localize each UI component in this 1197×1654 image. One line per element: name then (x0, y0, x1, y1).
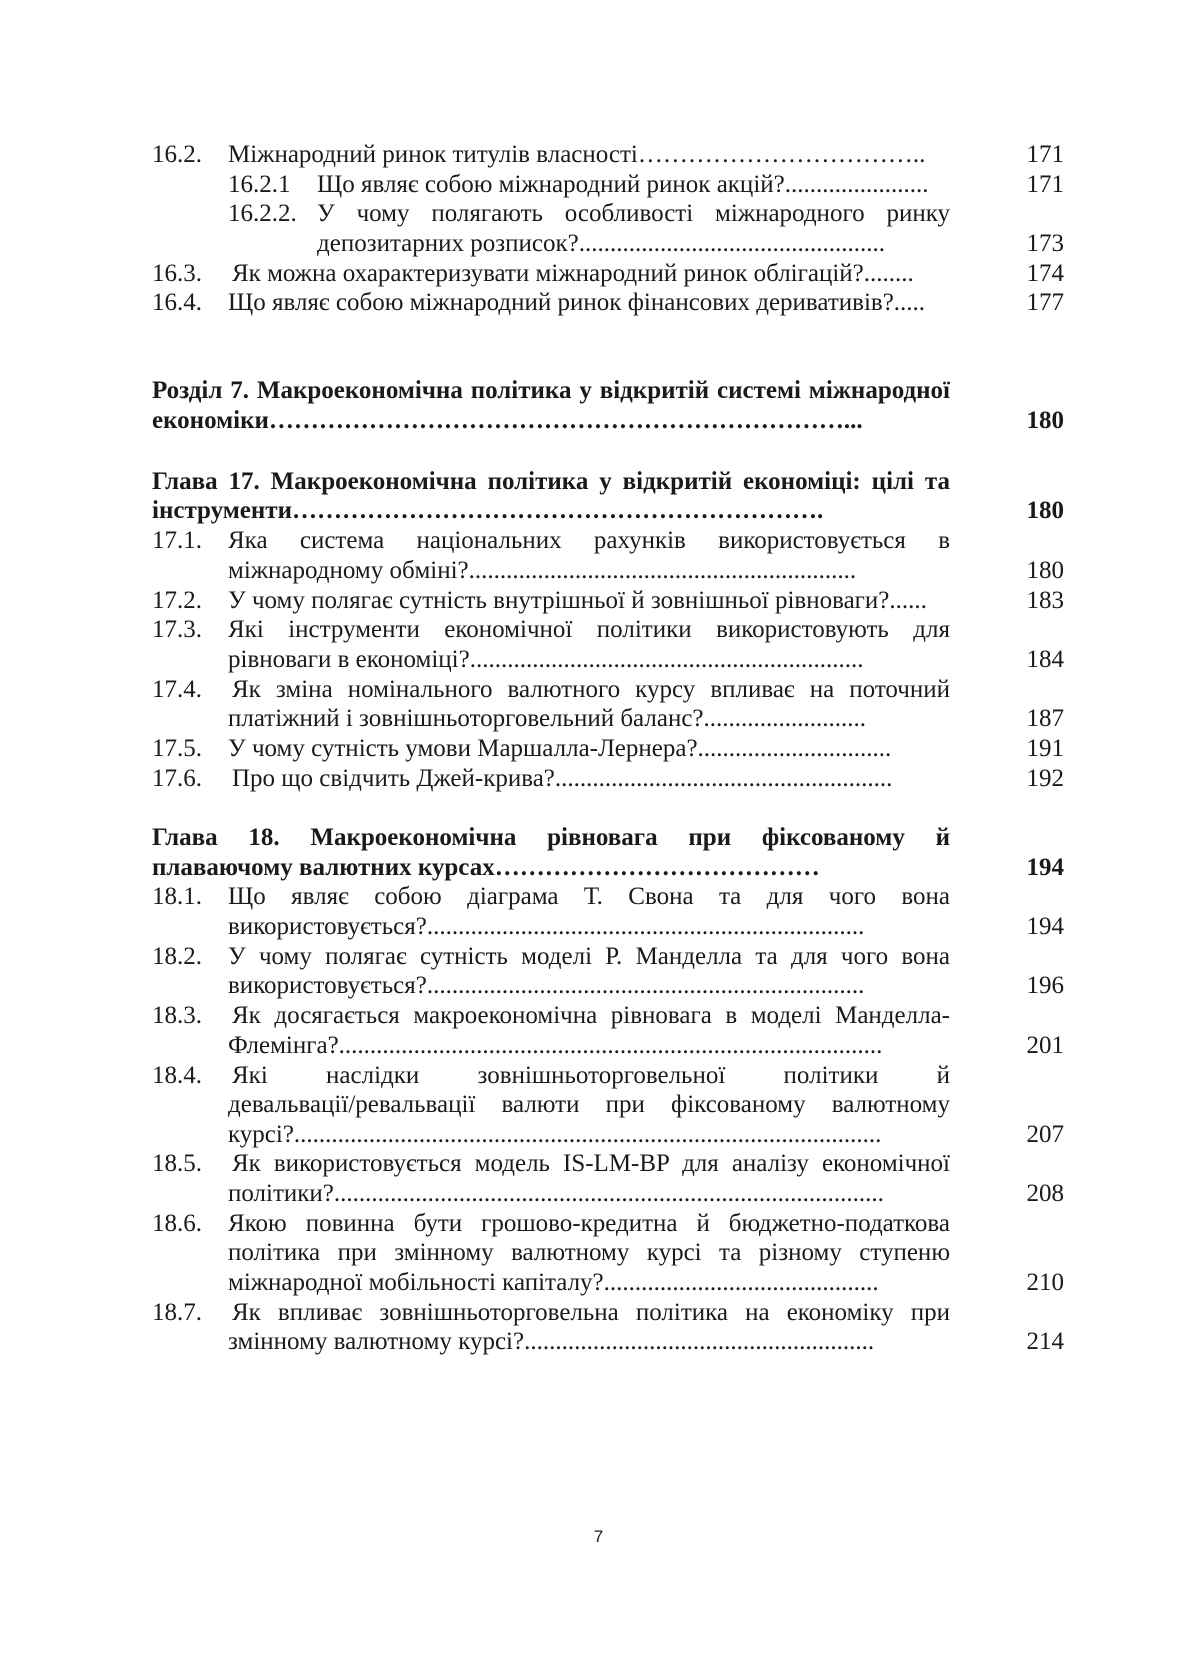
entry-number: 17.3. (152, 616, 202, 643)
entry-title-line2: рівноваги в економіці?............................................................... (228, 646, 864, 673)
entry-title-line2: девальвації/ревальвації валюти при фіксованому валютному (228, 1091, 950, 1118)
entry-title: Міжнародний ринок титулів власності…………………………….. (228, 141, 926, 168)
chapter-page: 180 (1026, 497, 1064, 524)
entry-number: 16.2. (152, 141, 202, 168)
entry-title-line1: Які інструменти економічної політики використовують для (228, 616, 950, 643)
entry-page: 191 (1026, 735, 1064, 762)
entry-title-line2: змінному валютному курсі?........................................................ (228, 1328, 875, 1355)
entry-number: 18.7. (152, 1299, 202, 1326)
entry-title-line2: використовується?...................................................................... (228, 913, 865, 940)
entry-page: 171 (1026, 141, 1064, 168)
entry-title-line1: Як досягається макроекономічна рівновага в моделі Манделла- (232, 1002, 950, 1029)
entry-page: 208 (1026, 1180, 1064, 1207)
entry-page: 192 (1026, 765, 1064, 792)
entry-title-line3: курсі?.............................................................................................. (228, 1121, 882, 1148)
entry-title: Про що свідчить Джей-крива?...................................................... (232, 765, 893, 792)
entry-title-line2: політики?........................................................................................ (228, 1180, 884, 1207)
entry-number: 17.1. (152, 527, 202, 554)
entry-page: 183 (1026, 587, 1064, 614)
section-title-line2: економіки……………………………………………………………... (152, 407, 863, 434)
entry-page: 194 (1026, 913, 1064, 940)
chapter-title-line1: Глава 17. Макроекономічна політика у відкритій економіці: цілі та (152, 468, 950, 495)
entry-title: Як можна охарактеризувати міжнародний ринок облігацій?........ (232, 260, 914, 287)
entry-title-line1: Як використовується модель IS-LM-BP для аналізу економічної (232, 1150, 950, 1177)
chapter-title-line2: плаваючому валютних курсах………………………………… (152, 854, 820, 881)
entry-title-line1: У чому полягає сутність моделі Р. Манделла та для чого вона (228, 943, 950, 970)
entry-number: 16.4. (152, 289, 202, 316)
entry-page: 180 (1026, 557, 1064, 584)
entry-title-line2: використовується?...................................................................... (228, 972, 865, 999)
entry-title-line1: Які наслідки зовнішньоторговельної політики й (232, 1062, 950, 1089)
entry-number: 17.5. (152, 735, 202, 762)
entry-title-line1: Що являє собою діаграма Т. Свона та для чого вона (228, 883, 950, 910)
entry-title-line2: депозитарних розписок?................................................. (317, 230, 886, 257)
entry-page: 214 (1026, 1328, 1064, 1355)
entry-title: У чому полягає сутність внутрішньої й зовнішньої рівноваги?...... (228, 587, 927, 614)
entry-page: 187 (1026, 705, 1064, 732)
entry-number: 18.2. (152, 943, 202, 970)
entry-title-line1: Якою повинна бути грошово-кредитна й бюджетно-податкова (228, 1210, 950, 1237)
entry-title: Що являє собою міжнародний ринок акцій?....................... (317, 171, 929, 198)
entry-title-line1: У чому полягають особливості міжнародного ринку (317, 200, 950, 227)
entry-page: 196 (1026, 972, 1064, 999)
entry-page: 174 (1026, 260, 1064, 287)
entry-number: 18.1. (152, 883, 202, 910)
chapter-title-line2: інструменти………………………………………………………. (152, 497, 824, 524)
entry-number: 18.6. (152, 1210, 202, 1237)
chapter-title-line1: Глава 18. Макроекономічна рівновага при фіксованому й (152, 824, 950, 851)
section-title-line1: Розділ 7. Макроекономічна політика у відкритій системі міжнародної (152, 377, 950, 404)
entry-number: 18.4. (152, 1062, 202, 1089)
entry-page: 184 (1026, 646, 1064, 673)
section-page: 180 (1026, 407, 1064, 434)
entry-title-line1: Як впливає зовнішньоторговельна політика на економіку при (232, 1299, 950, 1326)
entry-number: 17.4. (152, 676, 202, 703)
entry-page: 210 (1026, 1269, 1064, 1296)
page-number: 7 (593, 1527, 604, 1546)
entry-title: У чому сутність умови Маршалла-Лернера?............................... (228, 735, 892, 762)
entry-number: 18.5. (152, 1150, 202, 1177)
entry-number: 18.3. (152, 1002, 202, 1029)
entry-title-line1: Яка система національних рахунків використовується в (228, 527, 950, 554)
entry-title-line2: Флемінга?....................................................................................... (228, 1032, 883, 1059)
entry-number: 17.6. (152, 765, 202, 792)
entry-page: 177 (1026, 289, 1064, 316)
chapter-page: 194 (1026, 854, 1064, 881)
entry-number: 16.3. (152, 260, 202, 287)
entry-page: 173 (1026, 230, 1064, 257)
entry-title-line2: міжнародному обміні?.............................................................. (228, 557, 857, 584)
entry-number: 16.2.2. (228, 200, 297, 227)
entry-number: 16.2.1 (228, 171, 291, 198)
entry-number: 17.2. (152, 587, 202, 614)
entry-title-line1: Як зміна номінального валютного курсу впливає на поточний (232, 676, 950, 703)
entry-title: Що являє собою міжнародний ринок фінансових деривативів?..... (228, 289, 926, 316)
entry-page: 171 (1026, 171, 1064, 198)
entry-title-line3: міжнародної мобільності капіталу?............................................ (228, 1269, 879, 1296)
entry-title-line2: політика при змінному валютному курсі та різному ступеню (228, 1239, 950, 1266)
entry-title-line2: платіжний і зовнішньоторговельний баланс?.......................... (228, 705, 867, 732)
entry-page: 207 (1026, 1121, 1064, 1148)
entry-page: 201 (1026, 1032, 1064, 1059)
